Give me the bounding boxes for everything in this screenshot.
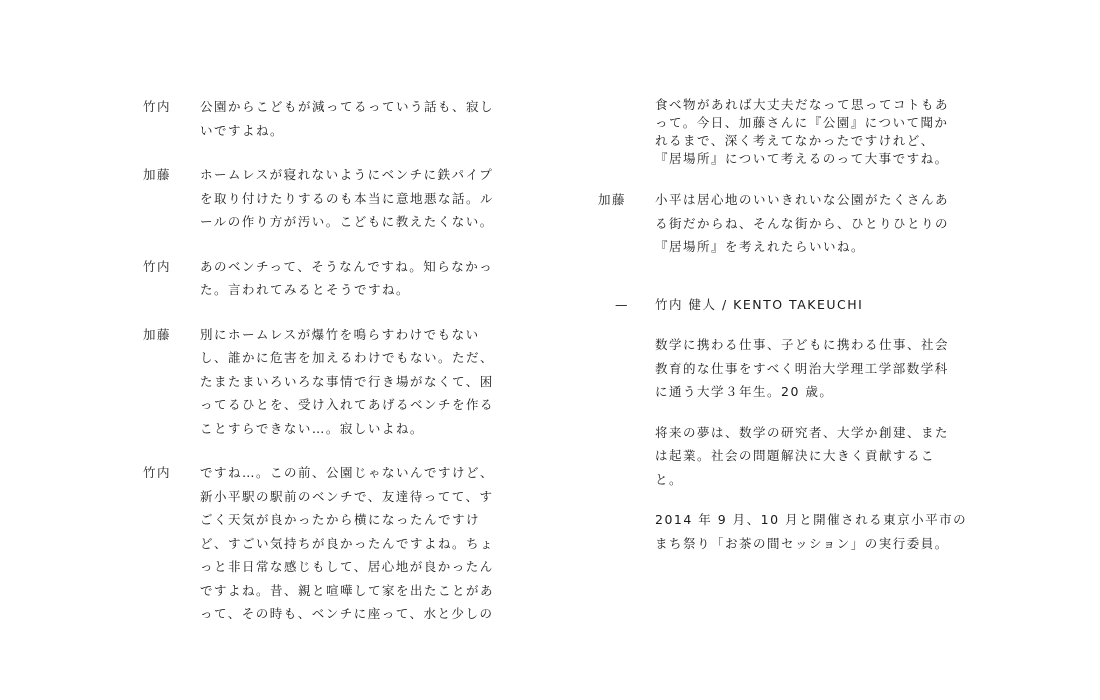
- continued-speech: [598, 95, 968, 167]
- right-column: [598, 95, 968, 593]
- dialogue-entry: [143, 461, 508, 626]
- speech-text: [655, 188, 968, 259]
- text-line: まち祭り「お茶の間セッション」の実行委員。: [655, 535, 949, 551]
- text-line: を取り付けたりするのも本当に意地悪な話。ル: [200, 190, 495, 206]
- speech-text: [200, 95, 508, 142]
- text-line: 教育的な仕事をすべく明治大学理工学部数学科: [655, 360, 949, 376]
- speaker-name: 竹内: [143, 258, 172, 274]
- text-line: 小平は居心地のいいきれいな公園がたくさんあ: [655, 192, 950, 207]
- dialogue-entry: [143, 163, 508, 234]
- right-entries: [598, 188, 968, 259]
- text-line: 新小平駅の駅前のベンチで、友達待ってて、す: [200, 488, 494, 504]
- text-line: ールの作り方が汚い。こどもに教えたくない。: [200, 214, 494, 229]
- profile-paragraphs: [655, 333, 968, 555]
- text-line: 別にホームレスが爆竹を鳴らすわけでもない: [200, 326, 480, 342]
- profile-paragraph: [655, 508, 968, 555]
- text-line: 将来の夢は、数学の研究者、大学か創建、また: [655, 424, 950, 440]
- speaker-name: 竹内: [143, 99, 172, 114]
- speech-text: [200, 323, 508, 441]
- text-line: ごく天気が良かったから横になったんですけ: [200, 512, 481, 527]
- speaker-name: 加藤: [143, 167, 172, 182]
- text-line: た。言われてみるとそうですね。: [200, 282, 411, 297]
- profile-name: 竹内 健人 / KENTO TAKEUCHI: [655, 296, 864, 312]
- speech-text: [200, 163, 508, 234]
- dialogue-entry: [598, 188, 968, 259]
- text-line: 公園からこどもが減ってるっていう話も、寂し: [200, 99, 495, 114]
- dialogue-entry: [143, 323, 508, 441]
- text-line: ですよね。昔、親と喧嘩して家を出たことがあ: [200, 582, 495, 598]
- speech-text: [200, 255, 508, 302]
- text-line: 数学に携わる仕事、子どもに携わる仕事、社会: [655, 337, 950, 352]
- text-line: って、その時も、ベンチに座って、水と少しの: [200, 606, 494, 621]
- text-line: ことすらできない…。寂しいよね。: [200, 420, 424, 436]
- text-line: って。今日、加藤さんに『公園』について聞か: [655, 115, 949, 130]
- text-line: 『居場所』について考えるのって大事ですね。: [655, 151, 949, 166]
- left-column: [143, 95, 508, 647]
- text-line: 2014 年 9 月、10 月と開催される東京小平市の: [655, 512, 968, 527]
- text-line: ってるひとを、受け入れてあげるベンチを作る: [200, 397, 495, 412]
- text-line: と。: [655, 471, 684, 487]
- text-line: る街だからね、そんな街から、ひとりひとりの: [655, 215, 950, 231]
- dialogue-entry: [143, 95, 508, 142]
- speaker-name: 加藤: [598, 192, 627, 207]
- text-line: いですよね。: [200, 122, 285, 138]
- text-line: ど、すごい気持ちが良かったんですよね。ちょ: [200, 535, 495, 551]
- text-line: 食べ物があれば大丈夫だなって思ってコトもあ: [655, 97, 950, 112]
- text-line: に通う大学３年生。20 歳。: [655, 384, 834, 399]
- speech-text: [200, 461, 508, 626]
- profile: [598, 293, 968, 573]
- text-line: あのベンチって、そうなんですね。知らなかっ: [200, 258, 494, 274]
- text-line: れるまで、深く考えてなかったですけれど、: [655, 133, 935, 148]
- profile-paragraph: [655, 421, 968, 492]
- text-line: は起業。社会の問題解決に大きく貢献するこ: [655, 448, 936, 463]
- text-line: 『居場所』を考えれたらいいね。: [655, 239, 866, 254]
- speaker-name: 竹内: [143, 465, 172, 480]
- dialogue-entry: [143, 255, 508, 302]
- profile-paragraph: [655, 333, 968, 404]
- text-line: たまたまいろいろな事情で行き場がなくて、困: [200, 373, 494, 389]
- text-line: ですね…。この前、公園じゃないんですけど、: [200, 465, 495, 480]
- profile-body: [655, 293, 968, 573]
- text-line: っと非日常な感じもして、居心地が良かったん: [200, 559, 494, 574]
- text-line: ホームレスが寝れないようにベンチに鉄パイプ: [200, 167, 494, 182]
- speaker-name: 加藤: [143, 326, 172, 342]
- profile-dash: —: [615, 296, 629, 312]
- text-line: し、誰かに危害を加えるわけでもない。ただ、: [200, 350, 495, 365]
